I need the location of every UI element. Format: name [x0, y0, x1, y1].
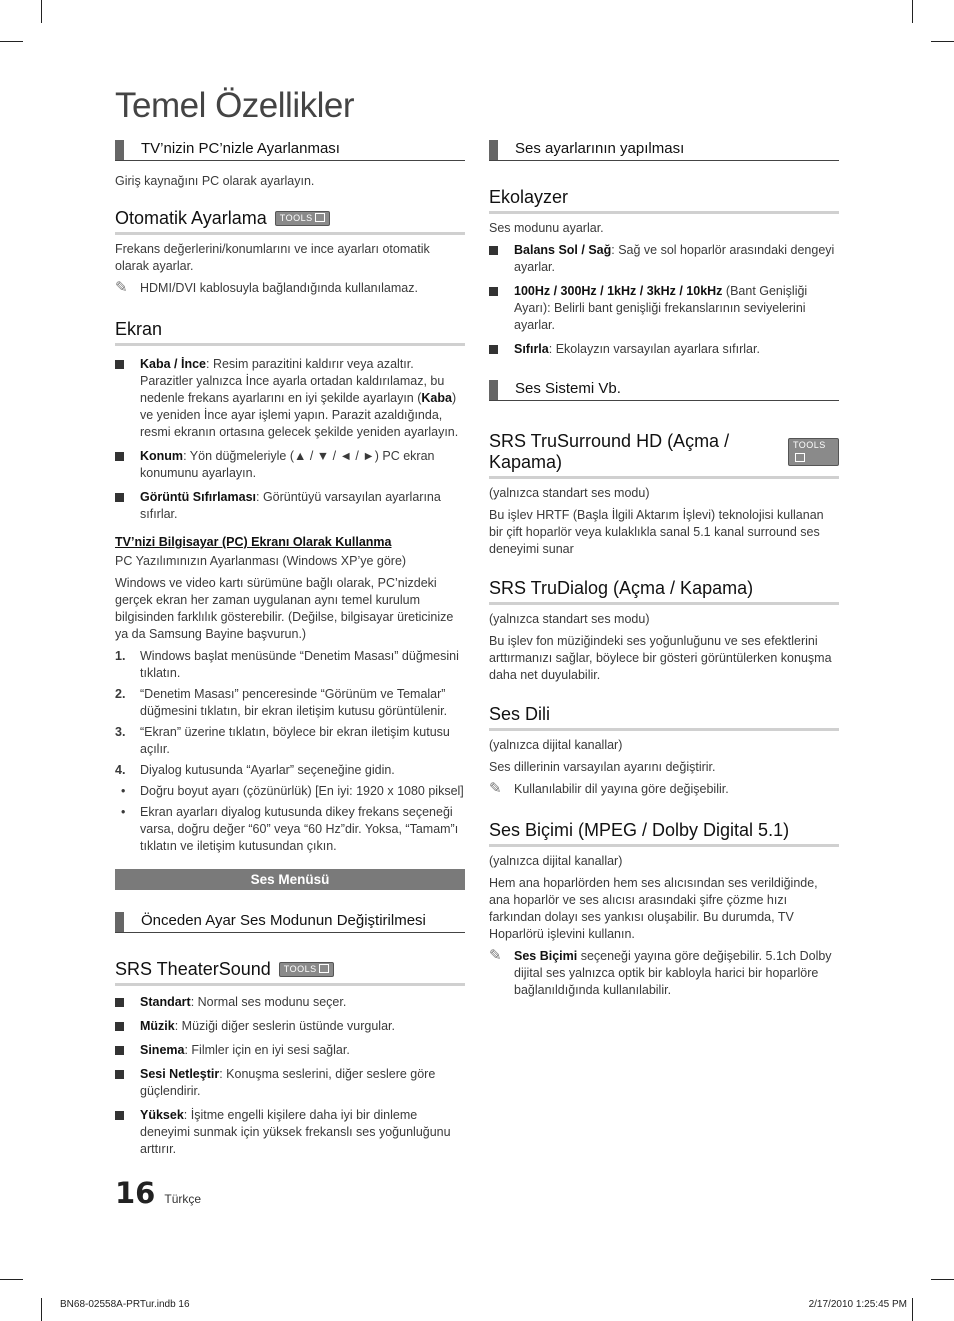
paragraph: (yalnızca dijital kanallar): [489, 854, 623, 868]
page-footer: [115, 1176, 201, 1210]
bullet-item: • Doğru boyut ayarı (çözünürlük) [En iyi: 1920 x 1080 piksel]: [115, 783, 465, 800]
list-item: [115, 1066, 465, 1100]
tools-label: TOOLS: [283, 964, 317, 974]
item-text: : Sağ ve sol hoparlör arasındaki dengeyi ayarlar.: [514, 243, 835, 274]
heading-text: SRS TheaterSound: [115, 959, 271, 979]
pencil-icon: ✎: [489, 947, 502, 964]
step-number: 2.: [115, 687, 126, 701]
pencil-icon: ✎: [115, 279, 128, 296]
crop-mark: [912, 1298, 913, 1321]
steps-list: [115, 648, 465, 779]
heading-text: Ses Dili: [489, 704, 551, 724]
heading-text: Otomatik Ayarlama: [115, 208, 267, 228]
note-term: Ses Biçimi: [514, 949, 578, 963]
list-item: [115, 1107, 465, 1158]
section-heading: Ses Sistemi Vb.: [489, 378, 839, 401]
step-item: [115, 686, 465, 720]
step-item: [115, 648, 465, 682]
bullet-item: • Ekran ayarları diyalog kutusunda dikey frekans seçeneği varsa, doğru değer “60” veya “60 Hz”dir. Yoksa, “Tamam”ı tıklatın ve iletişim kutusundan çıkın.: [115, 804, 465, 855]
paragraph: Bu işlev HRTF (Başla İlgili Aktarım İşlevi) teknolojisi kullanan bir çift hoparlör veya kulaklıkla sanal 5.1 kanal surround ses deneyimi sunar: [489, 508, 824, 556]
paragraph: PC Yazılımınızın Ayarlanması (Windows XP’ye göre): [115, 554, 407, 568]
item-text: : Normal ses modunu seçer.: [190, 995, 347, 1009]
heading-ses-dili: [489, 704, 839, 731]
step-text: “Denetim Masası” penceresinde “Görünüm ve Temalar” düğmesini tıklatın, bir ekran iletişim kutusu görüntülenir.: [140, 687, 448, 718]
slug-date: 2/17/2010 1:25:45 PM: [808, 1299, 907, 1310]
note: [489, 781, 839, 798]
list-item: [115, 448, 465, 482]
heading-trudialog: [489, 578, 839, 605]
tools-icon: [795, 453, 805, 462]
tools-icon: [319, 964, 329, 973]
pencil-icon: ✎: [489, 780, 502, 797]
paragraph: Bu işlev fon müziğindeki ses yoğunluğunu ve ses efektlerini arttırmanızı sağlar, böylece bir gösteri görüntülerken konuşma daha net duyulabilir.: [489, 634, 832, 682]
step-text: Diyalog kutusunda “Ayarlar” seçeneğine gidin.: [140, 763, 395, 777]
item-term: Yüksek: [140, 1108, 184, 1122]
item-term: Sesi Netleştir: [140, 1067, 220, 1081]
ekran-list: [115, 356, 465, 523]
item-term: Balans Sol / Sağ: [514, 243, 612, 257]
step-item: [115, 724, 465, 758]
crop-mark: [41, 0, 42, 23]
list-item: [115, 1042, 465, 1059]
item-text: (Bant Genişliği Ayarı): Belirli bant genişliği frekanslarının seviyelerini ayarlar.: [514, 284, 808, 332]
list-item: [115, 356, 465, 441]
tools-label: TOOLS: [792, 440, 826, 450]
paragraph: (yalnızca standart ses modu): [489, 612, 650, 626]
crop-mark: [912, 0, 913, 23]
item-text: : Filmler için en iyi sesi sağlar.: [184, 1043, 350, 1057]
paragraph: Giriş kaynağını PC olarak ayarlayın.: [115, 174, 315, 188]
item-term: Müzik: [140, 1019, 175, 1033]
item-text: : Müziği diğer seslerin üstünde vurgular.: [174, 1019, 395, 1033]
tools-icon: [315, 213, 325, 222]
section-heading: Ses ayarlarının yapılması: [489, 138, 839, 161]
crop-mark: [931, 1279, 954, 1280]
item-term: Kaba / İnce: [140, 357, 206, 371]
crop-mark: [0, 1279, 23, 1280]
item-text: : İşitme engelli kişilere daha iyi bir dinleme deneyimi sunmak için yüksek frekanslı ses yoğunluğunu arttırır.: [140, 1108, 451, 1156]
tools-label: TOOLS: [279, 213, 313, 223]
heading-auto-adjust: [115, 208, 465, 235]
heading-text: Ekran: [115, 319, 163, 339]
paragraph: Hem ana hoparlörden hem ses alıcısından ses verildiğinde, ana hoparlör ve ses alıcısı arasındaki şifre çözme hızı farkından dolayı ses yankısı oluşabilir. Bu durumda, TV Hoparlörü işlevini kullanın.: [489, 876, 818, 941]
right-column: [489, 138, 839, 1003]
left-column: [115, 138, 465, 1165]
slug-file: BN68-02558A-PRTur.indb 16: [60, 1299, 190, 1310]
item-text: : Yön düğmeleriyle (▲ / ▼ / ◄ / ►) PC ekran konumunu ayarlayın.: [140, 449, 435, 480]
item-term: Konum: [140, 449, 184, 463]
item-text: : Konuşma seslerini, diğer seslere göre güçlendirir.: [140, 1067, 436, 1098]
page-title: Temel Özellikler: [115, 86, 354, 125]
heading-text: SRS TruSurround HD (Açma / Kapama): [489, 431, 730, 472]
item-text: ) ve yeniden İnce ayar işlemi yapın. Parazit azaldığında, resmi ekranın ortasına gelecek şekilde yeniden ayarlayın.: [140, 391, 459, 439]
step-text: “Ekran” üzerine tıklatın, böylece bir ekran iletişim kutusu açılır.: [140, 725, 450, 756]
item-term: Kaba: [421, 391, 452, 405]
heading-text: SRS TruDialog (Açma / Kapama): [489, 578, 754, 598]
paragraph: Ses dillerinin varsayılan ayarını değiştirir.: [489, 760, 716, 774]
page-number: 16: [115, 1176, 156, 1210]
subheading: TV’nizi Bilgisayar (PC) Ekranı Olarak Kullanma: [115, 535, 392, 549]
item-text: : Ekolayzın varsayılan ayarlara sıfırlar.: [548, 342, 760, 356]
step-text: Windows başlat menüsünde “Denetim Masası” düğmesini tıklatın.: [140, 649, 459, 680]
note: [115, 280, 465, 297]
bullet-list: [115, 783, 465, 855]
item-text: : Görüntüyü varsayılan ayarlarına sıfırlar.: [140, 490, 441, 521]
crop-mark: [931, 41, 954, 42]
page-language: Türkçe: [164, 1192, 202, 1206]
tools-badge: [788, 438, 839, 466]
paragraph: Windows ve video kartı sürümüne bağlı olarak, PC’nizdeki gerçek ekran her zaman uygulanan aynı temel kurulum bilgisinden farklılık gösterebilir. (Değilse, bilgisayar üreticinize ya da Samsung Bayine başvurun.): [115, 576, 454, 641]
section-heading: TV’nizin PC’nizle Ayarlanması: [115, 138, 465, 161]
item-term: Görüntü Sıfırlaması: [140, 490, 256, 504]
tools-badge: [279, 962, 334, 977]
list-item: [489, 283, 839, 334]
item-text: : Resim parazitini kaldırır veya azaltır. Parazitler yalnızca İnce ayarla ortadan kaldırılamaz, bu nedenle frekans ayarlarını en iyi şekilde ayarlayın (: [140, 357, 445, 405]
section-heading: Önceden Ayar Ses Modunun Değiştirilmesi: [115, 910, 465, 933]
item-term: 100Hz / 300Hz / 1kHz / 3kHz / 10kHz: [514, 284, 723, 298]
item-term: Sinema: [140, 1043, 185, 1057]
heading-text: Ekolayzer: [489, 187, 569, 207]
srs-list: [115, 994, 465, 1158]
eq-list: [489, 242, 839, 358]
heading-ekolayzer: [489, 187, 839, 214]
item-term: Sıfırla: [514, 342, 549, 356]
section-banner: Ses Menüsü: [115, 869, 465, 890]
list-item: [115, 994, 465, 1011]
list-item: [115, 489, 465, 523]
list-item: [115, 1018, 465, 1035]
paragraph: Ses modunu ayarlar.: [489, 221, 604, 235]
step-number: 1.: [115, 649, 126, 663]
note: [489, 948, 839, 999]
crop-mark: [0, 41, 23, 42]
item-term: Standart: [140, 995, 191, 1009]
heading-text: Ses Biçimi (MPEG / Dolby Digital 5.1): [489, 820, 790, 840]
heading-trusurround: [489, 431, 839, 479]
paragraph: (yalnızca standart ses modu): [489, 486, 650, 500]
step-number: 3.: [115, 725, 126, 739]
note-text: Kullanılabilir dil yayına göre değişebilir.: [514, 782, 729, 796]
step-number: 4.: [115, 763, 126, 777]
crop-mark: [41, 1298, 42, 1321]
paragraph: (yalnızca dijital kanallar): [489, 738, 623, 752]
heading-ses-bicimi: [489, 820, 839, 847]
tools-badge: [275, 211, 330, 226]
heading-ekran: [115, 319, 465, 346]
heading-srs-theatersound: [115, 959, 465, 986]
note-text: seçeneği yayına göre değişebilir. 5.1ch Dolby dijital ses yalnızca optik bir kabloyla harici bir hoparlöre bağlanıldığında kullanılabilir.: [514, 949, 832, 997]
list-item: [489, 341, 839, 358]
list-item: [489, 242, 839, 276]
paragraph: Frekans değerlerini/konumlarını ve ince ayarları otomatik olarak ayarlar.: [115, 242, 430, 273]
note-text: HDMI/DVI kablosuyla bağlandığında kullanılamaz.: [140, 281, 418, 295]
step-item: [115, 762, 465, 779]
